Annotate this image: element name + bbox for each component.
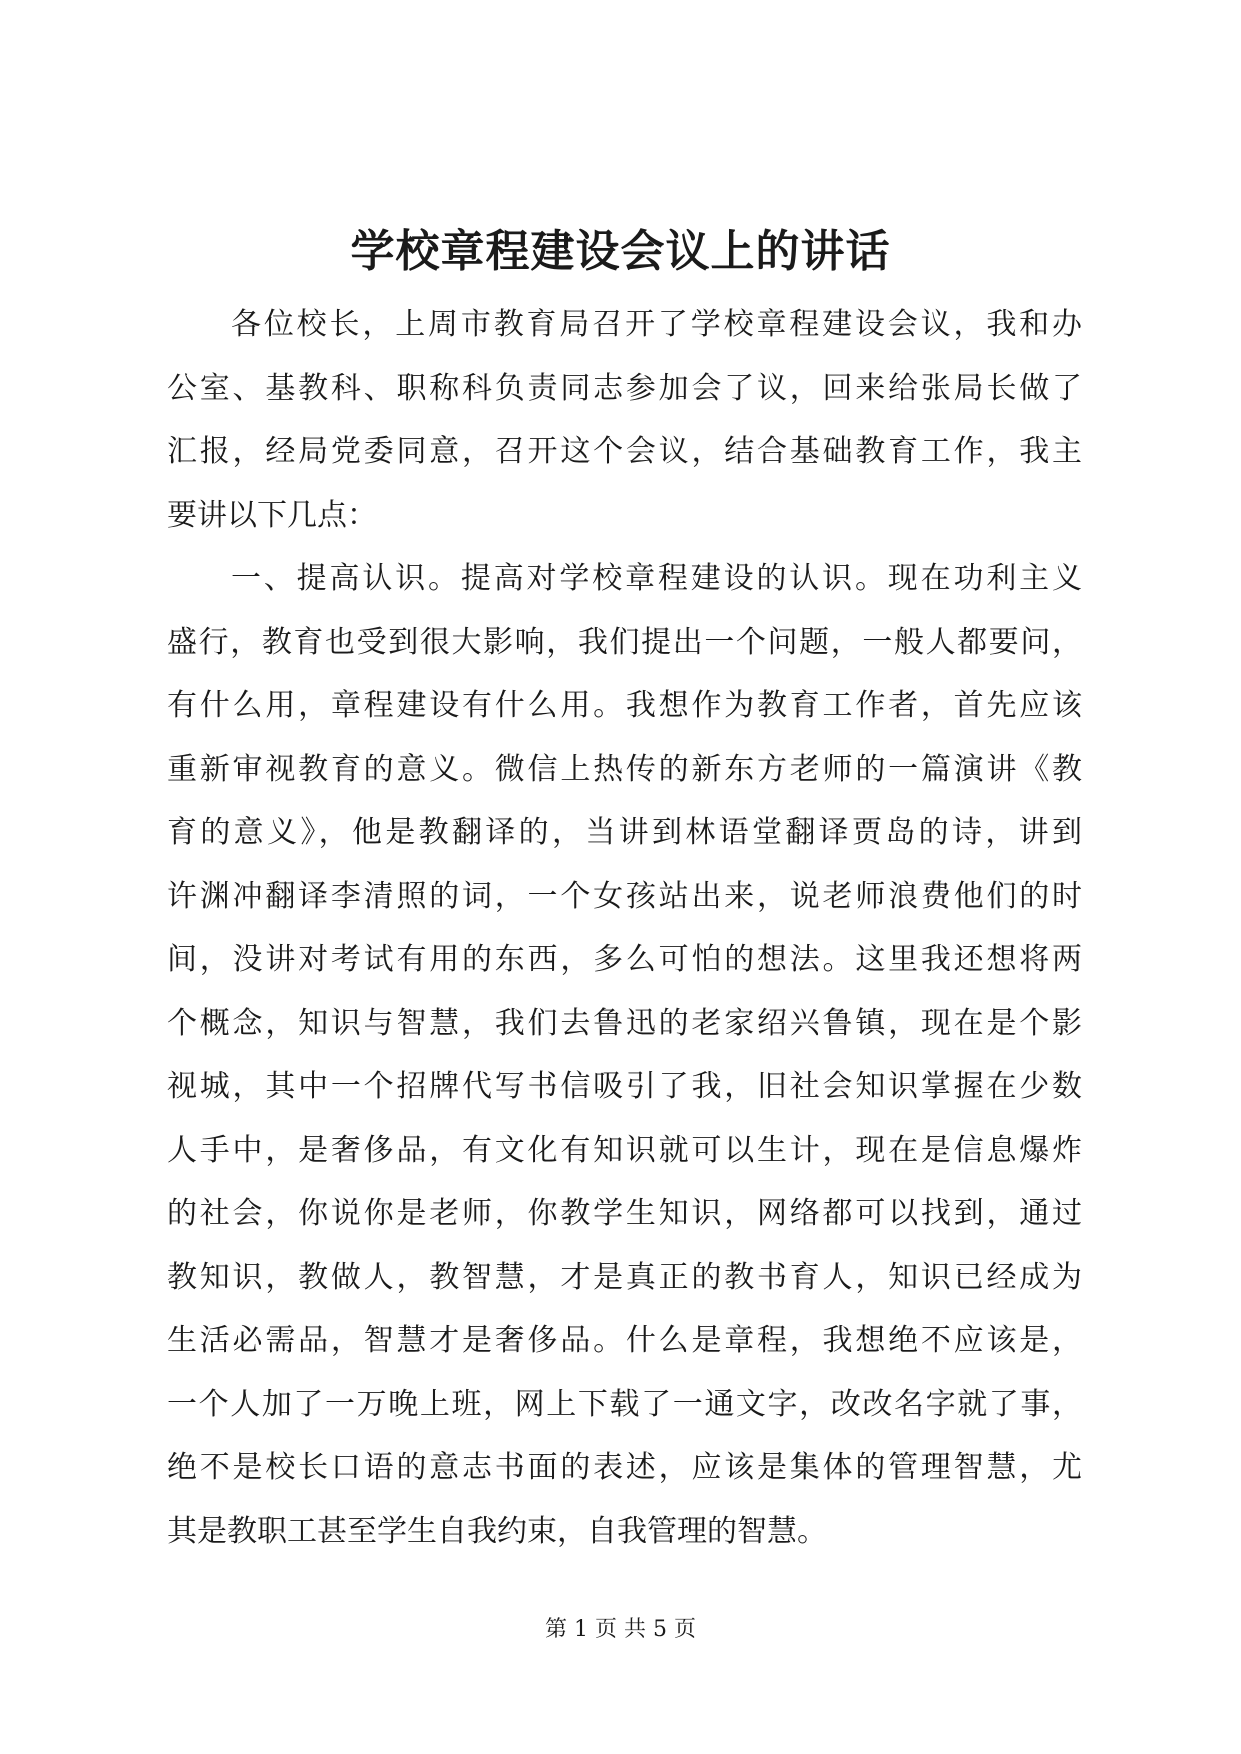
paragraph-2-line-7: 间，没讲对考试有用的东西，多么可怕的想法。这里我还想将两 (167, 942, 1082, 977)
paragraph-1-line-4: 要讲以下几点： (167, 497, 377, 533)
paragraph-2-line-5: 育的意义》，他是教翻译的，当讲到林语堂翻译贾岛的诗，讲到 (167, 815, 1082, 850)
paragraph-2-line-14: 一个人加了一万晚上班，网上下载了一通文字，改改名字就了事， (167, 1386, 1082, 1422)
paragraph-1-line-1: 各位校长，上周市教育局召开了学校章程建设会议，我和办 (231, 307, 1082, 342)
paragraph-1-line-3: 汇报，经局党委同意，召开这个会议，结合基础教育工作，我主 (167, 434, 1082, 469)
paragraph-2-line-13: 生活必需品，智慧才是奢侈品。什么是章程，我想绝不应该是， (167, 1323, 1082, 1358)
paragraph-2-line-11: 的社会，你说你是老师，你教学生知识，网络都可以找到，通过 (167, 1196, 1082, 1231)
document-body (167, 293, 1082, 1563)
paragraph-1-line-2: 公室、基教科、职称科负责同志参加会了议，回来给张局长做了 (167, 370, 1082, 406)
paragraph-2-line-10: 人手中，是奢侈品，有文化有知识就可以生计，现在是信息爆炸 (167, 1132, 1082, 1168)
document-title: 学校章程建设会议上的讲话 (350, 226, 891, 277)
paragraph-2-line-6: 许渊冲翻译李清照的词，一个女孩站出来，说老师浪费他们的时 (167, 878, 1082, 914)
paragraph-2-line-1: 一、提高认识。提高对学校章程建设的认识。现在功利主义 (231, 561, 1082, 596)
paragraph-2-line-4: 重新审视教育的意义。微信上热传的新东方老师的一篇演讲《教 (167, 751, 1082, 787)
paragraph-2-line-16: 其是教职工甚至学生自我约束，自我管理的智慧。 (167, 1513, 827, 1549)
paragraph-2-line-2: 盛行，教育也受到很大影响，我们提出一个问题，一般人都要问， (167, 624, 1082, 660)
paragraph-2-line-8: 个概念，知识与智慧，我们去鲁迅的老家绍兴鲁镇，现在是个影 (167, 1005, 1082, 1041)
paragraph-2-line-12: 教知识，教做人，教智慧，才是真正的教书育人，知识已经成为 (167, 1259, 1082, 1295)
paragraph-2-line-9: 视城，其中一个招牌代写书信吸引了我，旧社会知识掌握在少数 (167, 1069, 1082, 1104)
paragraph-2-line-15: 绝不是校长口语的意志书面的表述，应该是集体的管理智慧，尤 (167, 1450, 1082, 1485)
paragraph-2-line-3: 有什么用，章程建设有什么用。我想作为教育工作者，首先应该 (167, 688, 1082, 723)
page-number-footer: 第 1 页 共 5 页 (545, 1617, 696, 1642)
